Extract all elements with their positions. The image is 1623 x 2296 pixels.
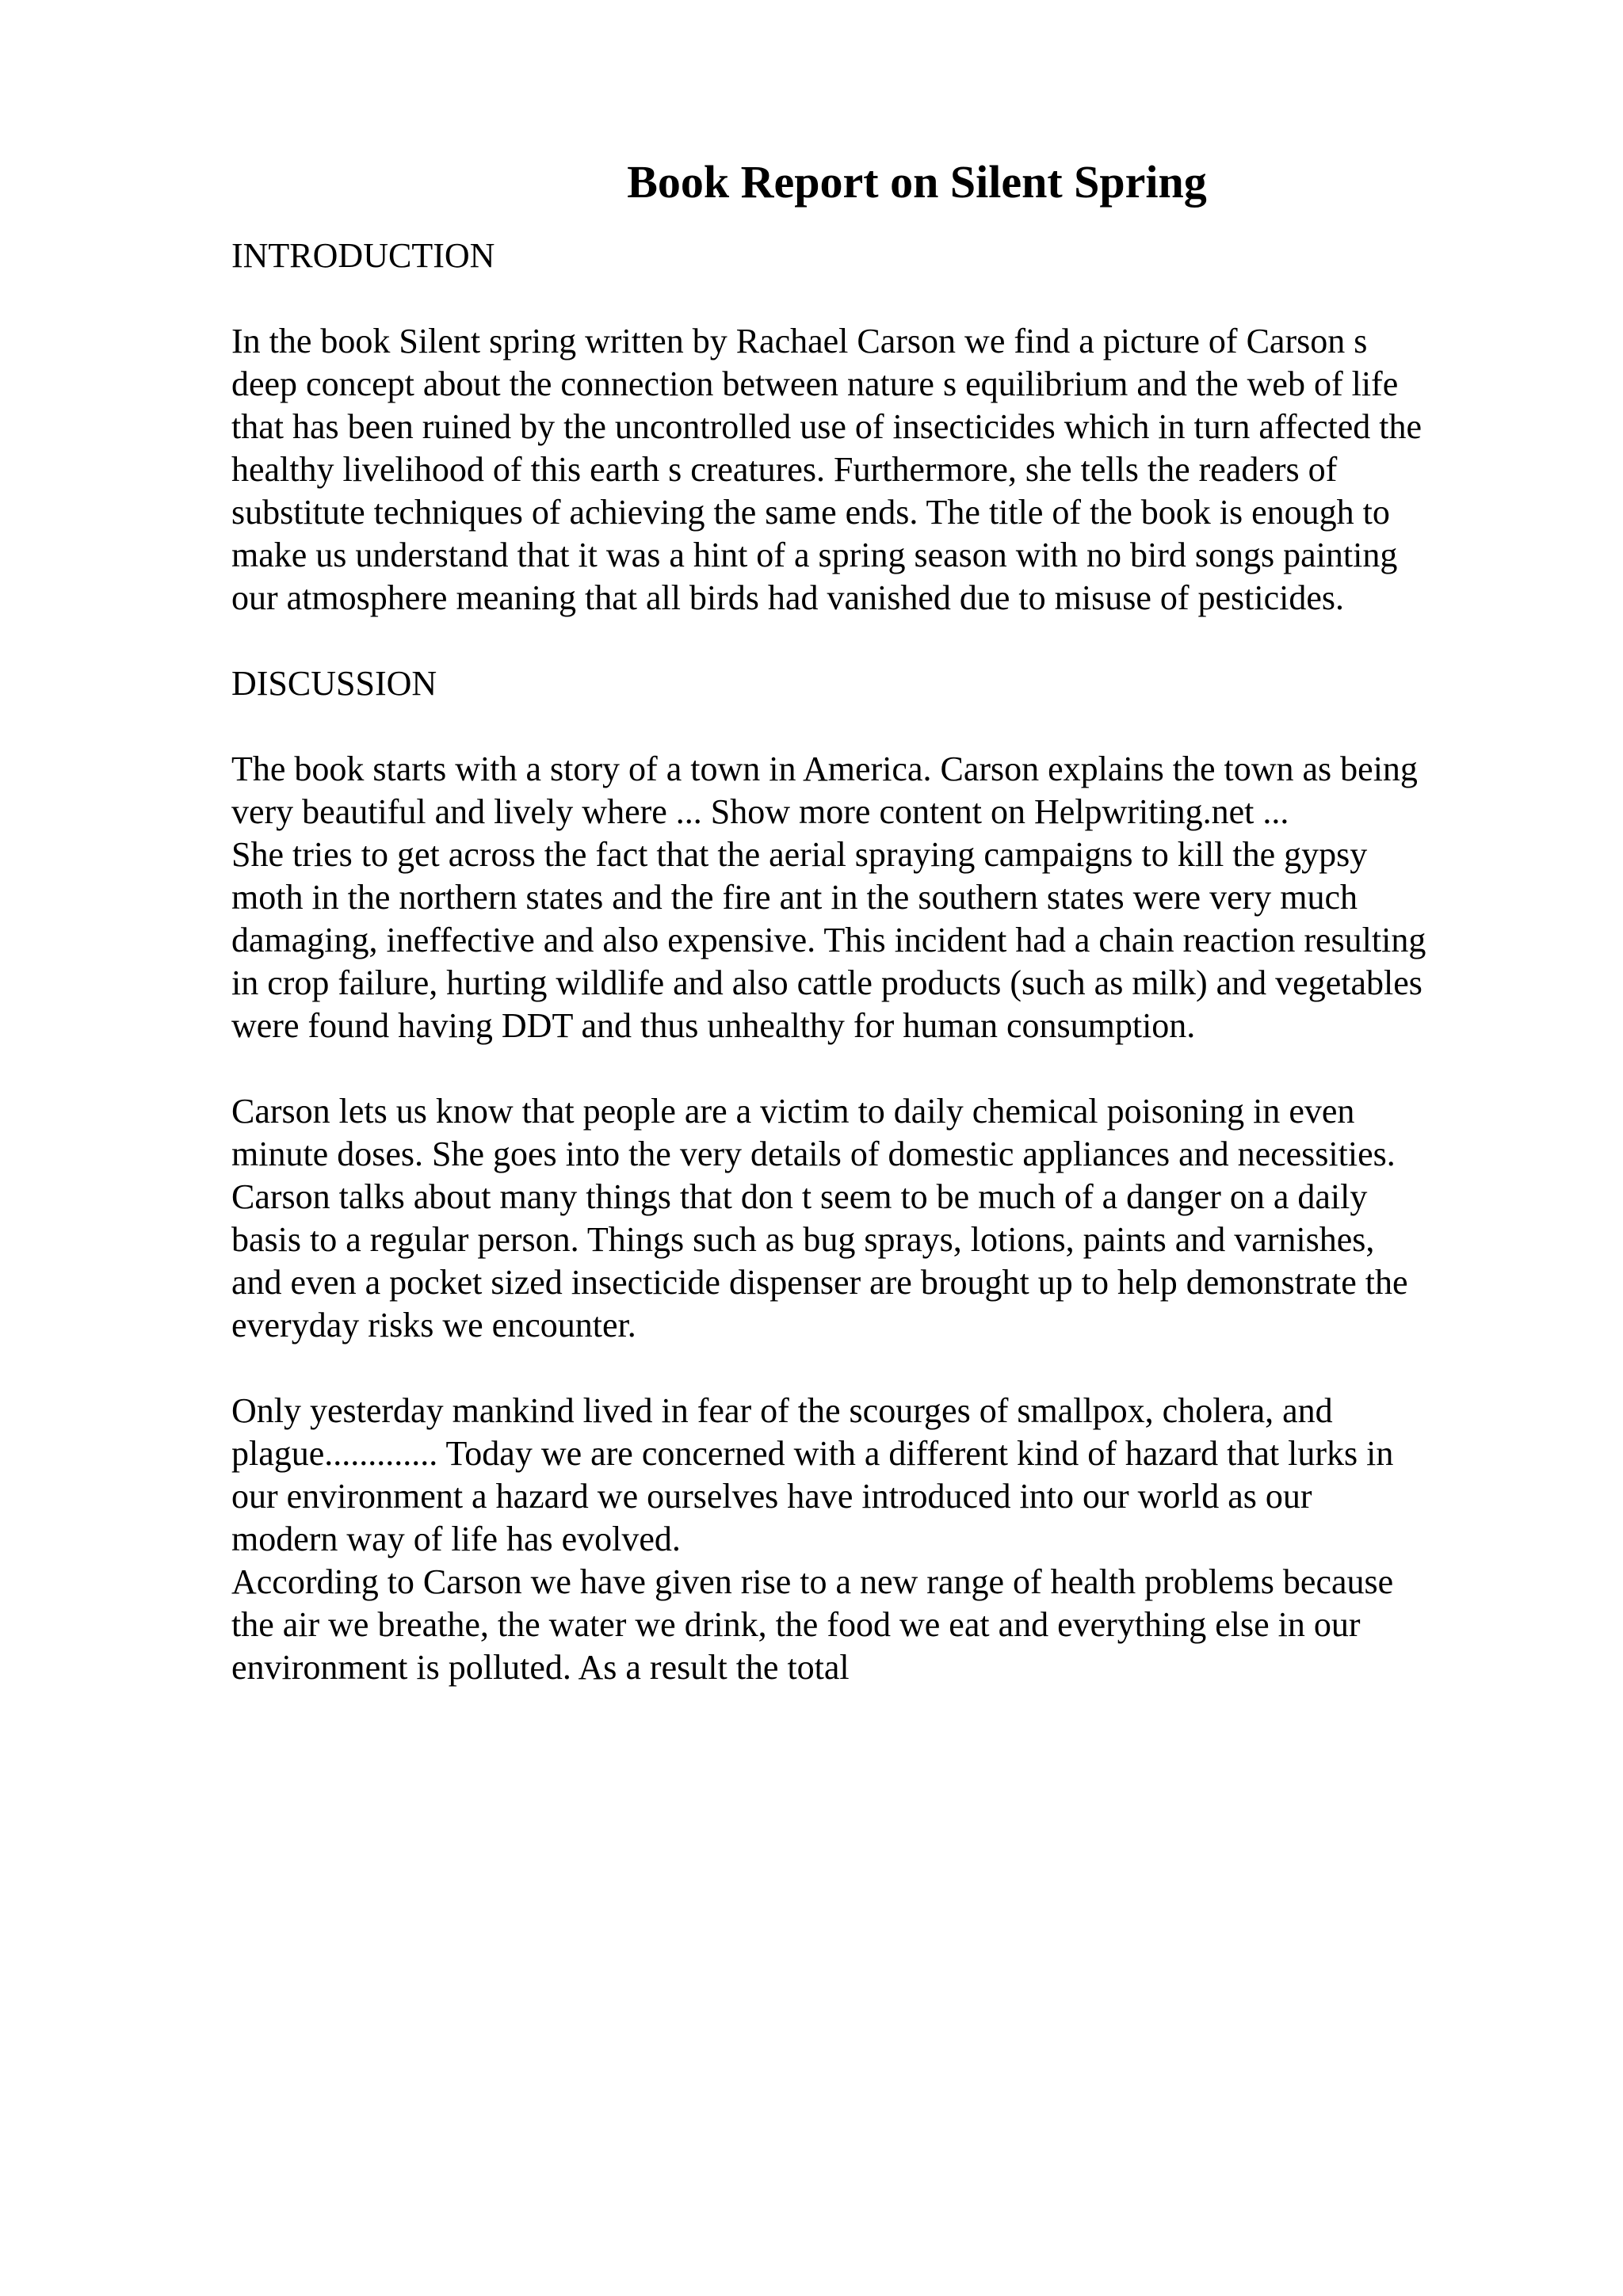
paragraph-discussion-1 xyxy=(231,748,1523,1047)
text-line: Carson lets us know that people are a victim to daily chemical poisoning in even xyxy=(231,1092,1355,1131)
text-line: modern way of life has evolved. xyxy=(231,1520,681,1558)
text-line: our atmosphere meaning that all birds had vanished due to misuse of pesticides. xyxy=(231,578,1345,617)
text-line: plague............. Today we are concerned with a different kind of hazard that lurks in xyxy=(231,1434,1394,1473)
text-line: Only yesterday mankind lived in fear of the scourges of smallpox, cholera, and xyxy=(231,1391,1333,1430)
paragraph-discussion-2 xyxy=(231,1090,1523,1347)
document-body xyxy=(231,151,1523,1689)
text-line: everyday risks we encounter. xyxy=(231,1306,636,1344)
text-line: basis to a regular person. Things such as bug sprays, lotions, paints and varnishes, xyxy=(231,1220,1375,1259)
page-title: Book Report on Silent Spring xyxy=(627,156,1207,208)
paragraph-gap xyxy=(231,1047,1523,1090)
text-line: that has been ruined by the uncontrolled use of insecticides which in turn affected the xyxy=(231,407,1423,446)
section-heading-discussion: DISCUSSION xyxy=(231,664,437,703)
text-line: our environment a hazard we ourselves have introduced into our world as our xyxy=(231,1477,1312,1516)
paragraph-gap xyxy=(231,705,1523,748)
text-line: deep concept about the connection between nature s equilibrium and the web of life xyxy=(231,364,1399,403)
text-line: and even a pocket sized insecticide dispenser are brought up to help demonstrate the xyxy=(231,1263,1408,1302)
text-line: Carson talks about many things that don t seem to be much of a danger on a daily xyxy=(231,1177,1368,1216)
text-line: were found having DDT and thus unhealthy for human consumption. xyxy=(231,1006,1196,1045)
text-line: the air we breathe, the water we drink, the food we eat and everything else in our xyxy=(231,1605,1361,1644)
text-line: substitute techniques of achieving the same ends. The title of the book is enough to xyxy=(231,493,1390,532)
text-line: The book starts with a story of a town in America. Carson explains the town as being xyxy=(231,749,1418,788)
text-line: healthy livelihood of this earth s creatures. Furthermore, she tells the readers of xyxy=(231,450,1338,489)
text-line: very beautiful and lively where ... Show more content on Helpwriting.net ... xyxy=(231,792,1289,831)
paragraph-gap xyxy=(231,277,1523,320)
text-line: She tries to get across the fact that the aerial spraying campaigns to kill the gypsy xyxy=(231,835,1368,874)
text-line: According to Carson we have given rise to a new range of health problems because xyxy=(231,1562,1394,1601)
text-line: damaging, ineffective and also expensive. This incident had a chain reaction resulting xyxy=(231,921,1426,959)
text-line: in crop failure, hurting wildlife and also cattle products (such as milk) and vegetables xyxy=(231,963,1423,1002)
text-line: moth in the northern states and the fire ant in the southern states were very much xyxy=(231,878,1358,917)
paragraph-gap xyxy=(231,620,1523,662)
text-line: In the book Silent spring written by Rachael Carson we find a picture of Carson s xyxy=(231,322,1368,360)
text-line: make us understand that it was a hint of a spring season with no bird songs painting xyxy=(231,536,1398,574)
paragraph-gap xyxy=(231,1347,1523,1390)
text-line: environment is polluted. As a result the total xyxy=(231,1648,850,1687)
text-line: minute doses. She goes into the very details of domestic appliances and necessities. xyxy=(231,1135,1396,1173)
paragraph-introduction xyxy=(231,320,1523,620)
paragraph-discussion-3 xyxy=(231,1390,1523,1689)
section-heading-introduction: INTRODUCTION xyxy=(231,236,495,275)
